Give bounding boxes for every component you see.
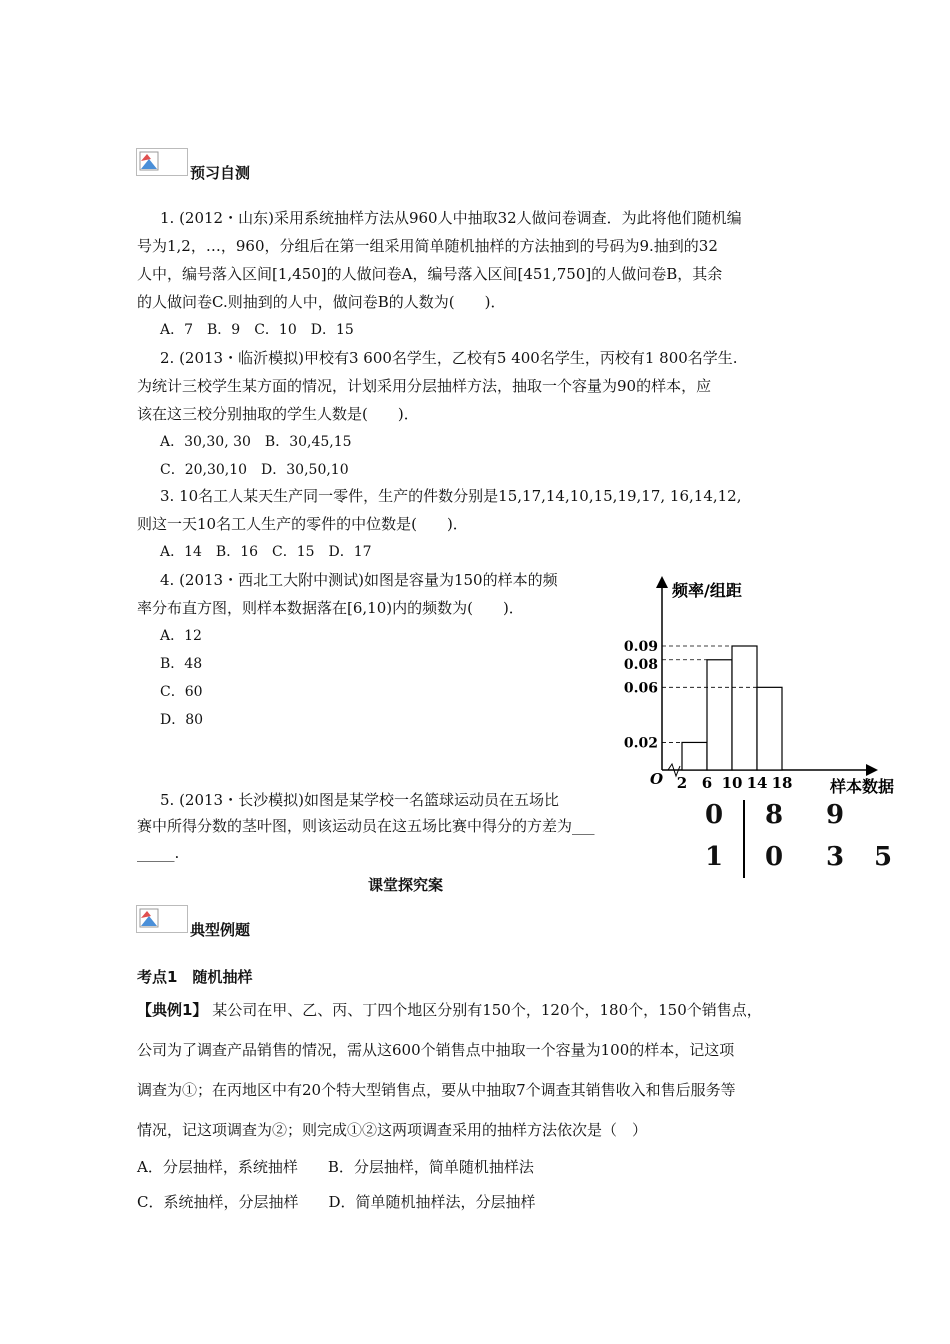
origin-label: O	[650, 770, 664, 788]
y-tick-label: 0.08	[623, 656, 658, 673]
q4-option-c: C．60	[160, 684, 203, 700]
example-line-3: 调查为①；在丙地区中有20个特大型销售点，要从中抽取7个调查其销售收入和售后服务等	[137, 1081, 736, 1099]
x-tick-label: 10	[721, 774, 743, 792]
x-tick-label: 6	[701, 774, 713, 792]
q1-line-4: 的人做问卷C.则抽到的人中，做问卷B的人数为( )．	[137, 293, 506, 311]
q3-line-2: 则这一天10名工人生产的零件的中位数是( )．	[137, 515, 468, 533]
q1-options: A．7 B．9 C．10 D．15	[160, 322, 354, 338]
q4-line-2: 率分布直方图，则样本数据落在[6,10)内的频数为( )．	[137, 599, 524, 617]
stem-row-0-stem: 0	[705, 800, 724, 830]
example-options-1: A．分层抽样，系统抽样 B．分层抽样，简单随机抽样法	[137, 1158, 534, 1176]
x-axis-label: 样本数据	[830, 777, 895, 796]
q5-line-2: 赛中所得分数的茎叶图，则该运动员在这五场比赛中得分的方差为___	[137, 817, 595, 835]
section-title-examples: 典型例题	[190, 921, 251, 939]
stem-row-0-leaf: 8	[765, 800, 784, 830]
frequency-histogram	[610, 570, 910, 800]
topic-label: 考点1 随机抽样	[137, 968, 253, 986]
q4-option-b: B．48	[160, 656, 203, 672]
example-text-1: 某公司在甲、乙、丙、丁四个地区分别有150个，120个，180个，150个销售点，	[212, 1001, 762, 1019]
y-tick-label: 0.02	[623, 735, 658, 752]
image-placeholder-icon	[139, 908, 159, 928]
q2-line-2: 为统计三校学生某方面的情况，计划采用分层抽样方法，抽取一个容量为90的样本，应	[137, 377, 712, 395]
section-badge-2	[136, 905, 188, 933]
section-title-preview: 预习自测	[190, 164, 251, 182]
histogram-bar	[757, 687, 782, 770]
x-tick-label: 18	[771, 774, 793, 792]
q2-line-1: 2. (2013・临沂模拟)甲校有3 600名学生，乙校有5 400名学生，丙校有1 800名学生.	[160, 349, 738, 367]
q1-line-2: 号为1,2，…，960，分组后在第一组采用简单随机抽样的方法抽到的号码为9.抽到的32	[137, 237, 718, 255]
histogram-bar	[707, 660, 732, 770]
stem-row-1-leaf: 5	[874, 842, 893, 872]
q5-line-1: 5. (2013・长沙模拟)如图是某学校一名篮球运动员在五场比	[160, 791, 559, 809]
q2-options-1: A．30,30, 30 B．30,45,15	[160, 434, 352, 450]
stem-leaf-divider	[743, 800, 745, 878]
q4-line-1: 4. (2013・西北工大附中测试)如图是容量为150的样本的频	[160, 571, 558, 589]
example-line-4: 情况，记这项调查为②；则完成①②这两项调查采用的抽样方法依次是（ ）	[137, 1121, 648, 1139]
stem-row-1-leaf: 0	[765, 842, 784, 872]
q3-line-1: 3. 10名工人某天生产同一零件，生产的件数分别是15,17,14,10,15,19,17, 16,14,12,	[160, 487, 742, 505]
section-heading-class: 课堂探究案	[368, 876, 444, 894]
y-tick-label: 0.09	[623, 639, 658, 655]
example-options-2: C．系统抽样，分层抽样 D．简单随机抽样法，分层抽样	[137, 1193, 536, 1211]
x-tick-label: 14	[746, 774, 768, 792]
stem-row-1-leaf: 3	[826, 842, 845, 872]
stem-leaf-plot	[700, 800, 900, 880]
q4-option-d: D．80	[160, 712, 204, 728]
q4-option-a: A．12	[160, 628, 202, 644]
x-tick-label: 2	[676, 774, 688, 792]
section-badge-1	[136, 148, 188, 176]
example-line-1	[137, 1000, 762, 1020]
stem-row-0-leaf: 9	[826, 800, 845, 830]
q3-options: A．14 B．16 C．15 D．17	[160, 544, 372, 560]
image-placeholder-icon	[139, 151, 159, 171]
q2-line-3: 该在这三校分别抽取的学生人数是( )．	[137, 405, 419, 423]
q1-line-3: 人中，编号落入区间[1,450]的人做问卷A，编号落入区间[451,750]的人做问卷B，其余	[137, 265, 723, 283]
q2-options-2: C．20,30,10 D．30,50,10	[160, 462, 349, 478]
y-axis-label: 频率/组距	[672, 581, 742, 600]
example-tag: 【典例1】	[137, 1001, 208, 1019]
q1-line-1: 1. (2012・山东)采用系统抽样方法从960人中抽取32人做问卷调查．为此将他们随机编	[160, 209, 742, 227]
histogram-bar	[682, 742, 707, 770]
y-tick-label: 0.06	[623, 680, 658, 697]
stem-row-1-stem: 1	[705, 842, 724, 872]
q5-line-3: _____.	[137, 844, 180, 862]
histogram-bar	[732, 646, 757, 770]
example-line-2: 公司为了调查产品销售的情况，需从这600个销售点中抽取一个容量为100的样本，记这项	[137, 1041, 735, 1059]
